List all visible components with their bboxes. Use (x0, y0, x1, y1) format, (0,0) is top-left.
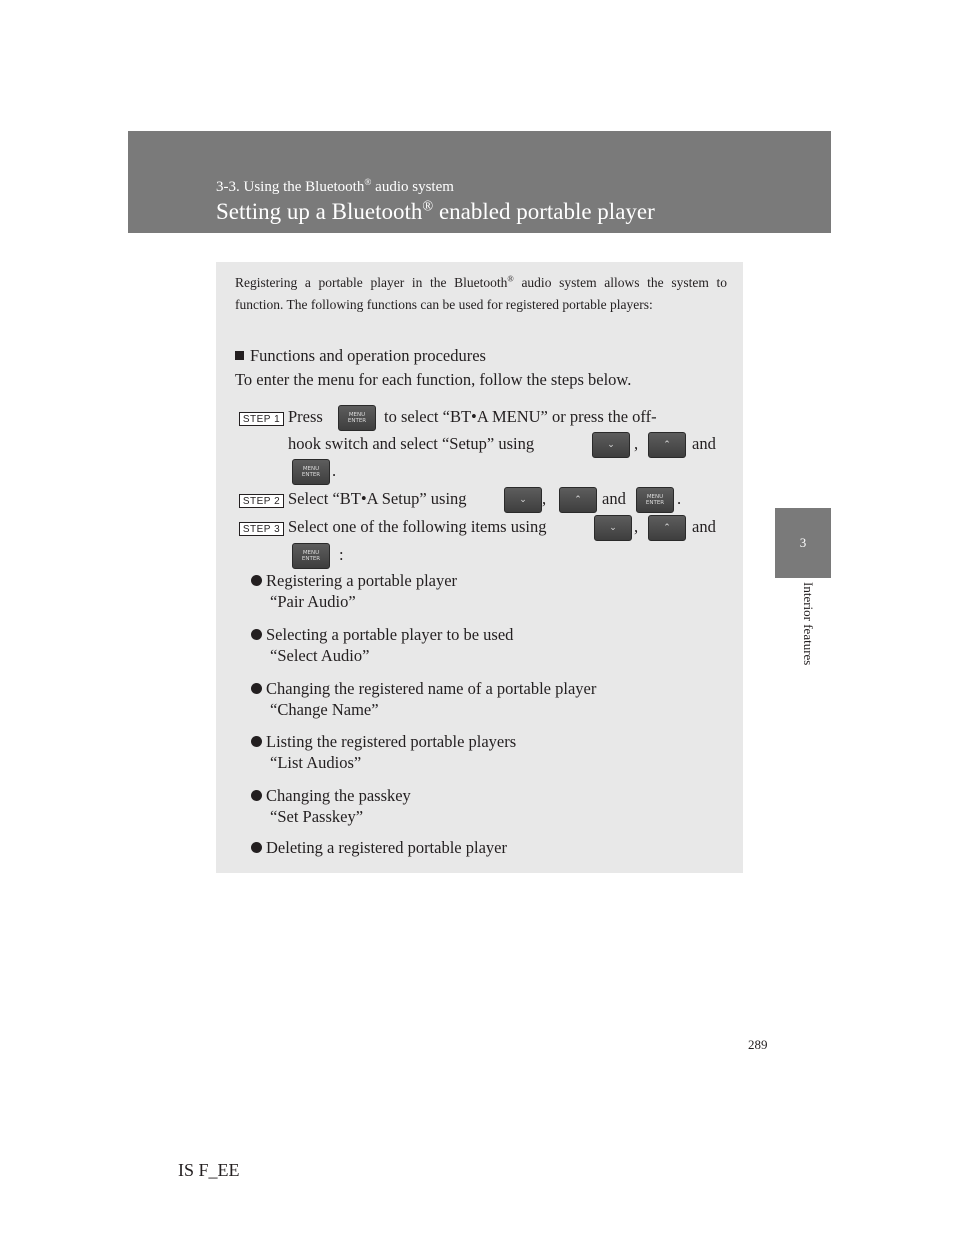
down-arrow-button-icon: ⌄ (594, 515, 632, 541)
chapter-label: Interior features (801, 582, 816, 666)
period: . (677, 489, 682, 508)
bullet-dot-icon (251, 683, 262, 694)
page-title: Setting up a Bluetooth® enabled portable player (216, 198, 655, 224)
step-1-press: Press (288, 407, 323, 426)
comma: , (634, 517, 639, 536)
comma: , (542, 489, 547, 508)
bullet-dot-icon (251, 575, 262, 586)
list-item: Changing the registered name of a portable player “Change Name” (251, 678, 596, 720)
square-bullet-icon (235, 351, 244, 360)
step-1-badge: STEP 1 (239, 412, 284, 426)
and-text: and (692, 434, 716, 453)
step-3-badge: STEP 3 (239, 522, 284, 536)
up-arrow-button-icon: ⌃ (559, 487, 597, 513)
step-2-text: Select “BT•A Setup” using (288, 489, 467, 508)
bullet-dot-icon (251, 790, 262, 801)
down-arrow-button-icon: ⌄ (504, 487, 542, 513)
comma: , (634, 434, 639, 453)
content-box (216, 262, 743, 873)
colon: : (339, 545, 344, 564)
subheading: Functions and operation procedures (235, 346, 486, 366)
bullet-dot-icon (251, 629, 262, 640)
section-header (128, 131, 831, 233)
menu-enter-button-icon: MENU ENTER (292, 459, 330, 485)
menu-enter-button-icon: MENU ENTER (292, 543, 330, 569)
list-item: Deleting a registered portable player (251, 837, 507, 858)
menu-enter-button-icon: MENU ENTER (636, 487, 674, 513)
and-text: and (692, 517, 716, 536)
menu-enter-button-icon: MENU ENTER (338, 405, 376, 431)
intro-paragraph: Registering a portable player in the Bluetooth® audio system allows the system to function. The following functions can be used for registered portable players: (235, 274, 727, 312)
menu-option: “List Audios” (270, 753, 362, 772)
up-arrow-button-icon: ⌃ (648, 432, 686, 458)
instruction-text: To enter the menu for each function, follow the steps below. (235, 370, 632, 389)
list-item: Registering a portable player “Pair Audio” (251, 570, 457, 612)
menu-option: “Select Audio” (270, 646, 370, 665)
document-code: IS F_EE (178, 1160, 240, 1180)
menu-option: “Set Passkey” (270, 807, 364, 826)
menu-option: “Change Name” (270, 700, 379, 719)
menu-option: “Pair Audio” (270, 592, 356, 611)
list-item: Selecting a portable player to be used “Select Audio” (251, 624, 513, 666)
down-arrow-button-icon: ⌄ (592, 432, 630, 458)
list-item: Changing the passkey “Set Passkey” (251, 785, 411, 827)
chapter-number: 3 (799, 535, 807, 550)
step-3-text: Select one of the following items using (288, 517, 547, 536)
bullet-dot-icon (251, 842, 262, 853)
chapter-tab (775, 508, 831, 578)
step-1-text: to select “BT•A MENU” or press the off- (384, 407, 657, 426)
step-1-line2: hook switch and select “Setup” using (288, 434, 535, 453)
list-item: Listing the registered portable players “List Audios” (251, 731, 516, 773)
page-number: 289 (748, 1037, 768, 1052)
bullet-dot-icon (251, 736, 262, 747)
up-arrow-button-icon: ⌃ (648, 515, 686, 541)
section-label: 3-3. Using the Bluetooth® audio system (216, 178, 454, 195)
period: . (332, 461, 337, 480)
step-2-badge: STEP 2 (239, 494, 284, 508)
and-text: and (602, 489, 626, 508)
